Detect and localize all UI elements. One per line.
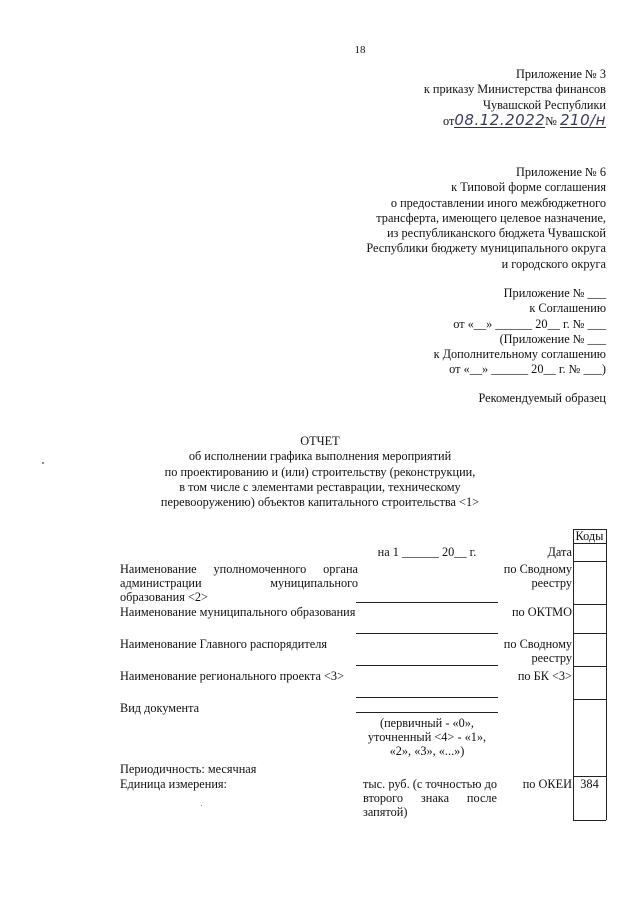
consolidated-registry-code: по Сводному реестру <box>503 562 572 590</box>
appendix-6-line: к Типовой форме соглашения <box>451 180 606 195</box>
fill-line <box>356 665 498 666</box>
oktmo-code: по ОКТМО <box>511 605 572 619</box>
authorized-body-label: Наименование уполномоченного органа администрации муниципального образования <2> <box>120 562 358 604</box>
recommended-sample: Рекомендуемый образец <box>478 391 606 405</box>
agreement-appendix-header <box>434 286 606 378</box>
appendix-6-line: Приложение № 6 <box>515 165 606 179</box>
title-line: в том числе с элементами реставрации, техническому <box>179 479 461 494</box>
appendix-6-line: из республиканского бюджета Чувашской <box>386 226 606 241</box>
codes-line <box>573 633 606 634</box>
title-line: перевооружению) объектов капитального строительства <1> <box>160 495 480 510</box>
codes-line <box>573 699 606 700</box>
regional-project-label: Наименование регионального проекта <3> <box>120 669 345 683</box>
scan-speck <box>42 462 44 464</box>
codes-line <box>573 666 606 667</box>
consolidated-registry-code: по Сводному реестру <box>503 637 572 665</box>
appendix-3-line: к приказу Министерства финансов <box>423 82 606 97</box>
appendix-3-line: Чувашской Республики <box>482 97 606 112</box>
handwritten-number: 210/н <box>560 110 606 129</box>
report-date-line: на 1 ______ 20__ г. <box>377 545 477 559</box>
codes-line <box>573 604 606 605</box>
order-date-number: от08.12.2022№ 210/н <box>443 110 606 129</box>
appendix-6-line: и городского округа <box>501 256 606 271</box>
codes-line <box>573 561 606 562</box>
scan-speck <box>201 805 202 806</box>
agreement-appendix-line: от «__» ______ 20__ г. № ___ <box>453 316 606 331</box>
appendix-6-line: Республики бюджету муниципального округа <box>366 241 606 256</box>
okei-value: 384 <box>580 777 599 791</box>
fill-line <box>356 602 498 603</box>
agreement-appendix-line: к Соглашению <box>529 301 606 316</box>
report-title <box>0 434 640 510</box>
document-type-note: (первичный - «0», уточненный <4> - «1», «2», «3», «...») <box>367 716 487 758</box>
title-line: об исполнении графика выполнения мероприятий <box>188 449 452 464</box>
appendix-6-line: трансферта, имеющего целевое назначение, <box>376 210 606 225</box>
appendix-6-line: о предоставлении иного межбюджетного <box>390 195 606 210</box>
codes-header: Коды <box>575 529 604 543</box>
agreement-appendix-line: (Приложение № ___ <box>499 331 606 346</box>
bk-code: по БК <3> <box>517 669 572 683</box>
unit-label: Единица измерения: <box>120 777 227 791</box>
document-type-label: Вид документа <box>120 701 200 715</box>
title-line: ОТЧЕТ <box>300 434 340 448</box>
date-label: Дата <box>547 545 572 559</box>
handwritten-date: 08.12.2022 <box>454 110 546 129</box>
codes-line <box>573 543 606 544</box>
appendix-3-header <box>424 67 606 129</box>
main-manager-label: Наименование Главного распорядителя <box>120 637 328 651</box>
agreement-appendix-line: от «__» ______ 20__ г. № ___) <box>449 362 606 377</box>
agreement-appendix-line: к Дополнительному соглашению <box>433 347 606 362</box>
okei-label: по ОКЕИ <box>522 777 572 791</box>
municipality-label: Наименование муниципального образования <box>120 605 356 619</box>
periodicity: Периодичность: месячная <box>120 762 257 776</box>
fill-line <box>356 697 498 698</box>
agreement-appendix-line: Приложение № ___ <box>503 286 606 300</box>
appendix-6-header <box>366 165 606 272</box>
page-number: 18 <box>354 44 366 56</box>
codes-line <box>573 820 606 821</box>
appendix-3-line: Приложение № 3 <box>515 67 606 81</box>
unit-value: тыс. руб. (с точностью до второго знака после запятой) <box>363 777 497 819</box>
fill-line <box>356 633 498 634</box>
fill-line <box>356 712 498 713</box>
title-line: по проектированию и (или) строительству (реконструкции, <box>164 464 476 479</box>
